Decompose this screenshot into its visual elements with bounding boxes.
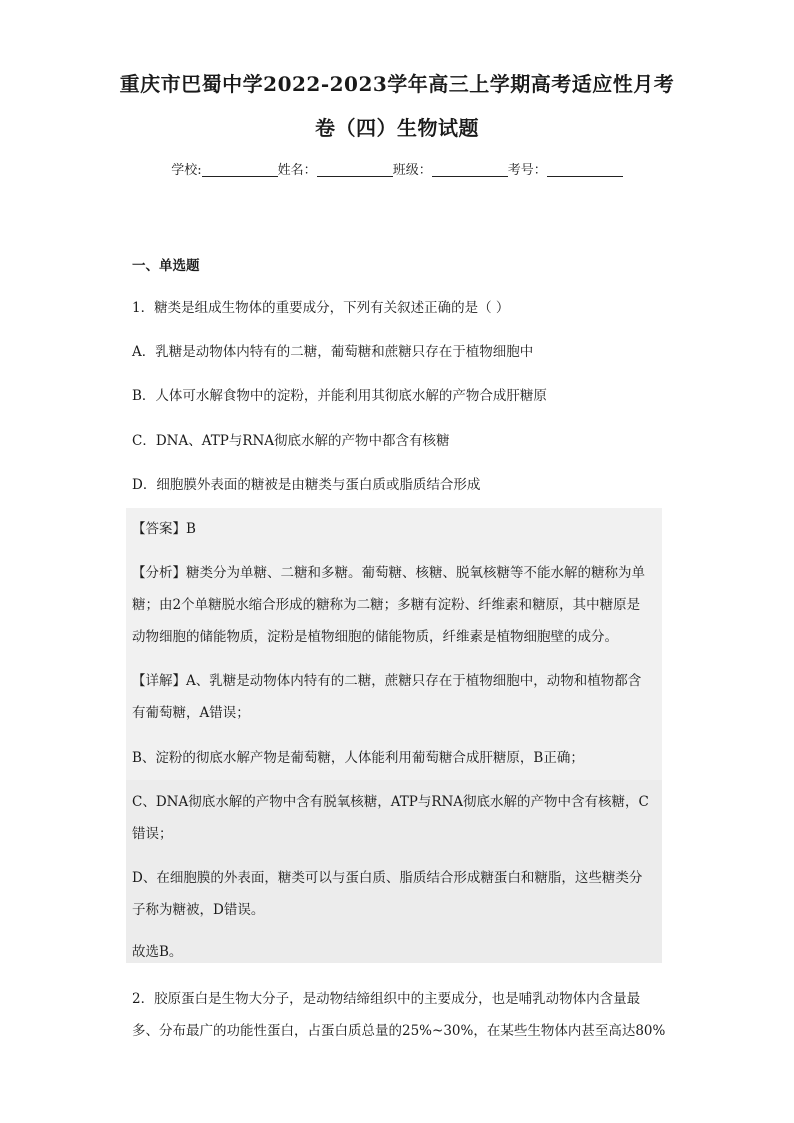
document-title-line-2: 卷（四）生物试题 bbox=[315, 116, 479, 140]
student-info-line bbox=[0, 159, 794, 178]
question-1-stem: 1．糖类是组成生物体的重要成分，下列有关叙述正确的是（ ） bbox=[132, 300, 510, 316]
analysis-line: 糖；由2个单糖脱水缩合形成的糖称为二糖；多糖有淀粉、纤维素和糖原，其中糖原是 bbox=[132, 597, 641, 613]
detail-line: D、在细胞膜的外表面，糖类可以与蛋白质、脂质结合形成糖蛋白和糖脂，这些糖类分 bbox=[132, 870, 643, 886]
section-heading: 一、单选题 bbox=[132, 258, 200, 274]
question-2-stem-line: 多、分布最广的功能性蛋白，占蛋白质总量的25%~30%，在某些生物体内甚至高达80% bbox=[132, 1023, 666, 1039]
exam-number-label: 考号： bbox=[507, 163, 547, 178]
detail-line: 子称为糖被，D错误。 bbox=[132, 902, 265, 918]
detail-line: 【详解】A、乳糖是动物体内特有的二糖，蔗糖只存在于植物细胞中，动物和植物都含 bbox=[132, 673, 642, 689]
question-1-option-c: C．DNA、ATP与RNA彻底水解的产物中都含有核糖 bbox=[132, 433, 450, 449]
detail-line: 错误； bbox=[132, 826, 173, 842]
question-1-option-d: D．细胞膜外表面的糖被是由糖类与蛋白质或脂质结合形成 bbox=[132, 477, 481, 493]
analysis-line: 动物细胞的储能物质，淀粉是植物细胞的储能物质，纤维素是植物细胞壁的成分。 bbox=[132, 629, 618, 645]
exam-number-blank[interactable] bbox=[547, 162, 623, 177]
detail-line: B、淀粉的彻底水解产物是葡萄糖，人体能利用葡萄糖合成肝糖原，B正确； bbox=[132, 750, 584, 766]
answer-line: 【答案】B bbox=[132, 521, 196, 537]
document-title-line-1: 重庆市巴蜀中学2022-2023学年高三上学期高考适应性月考 bbox=[119, 72, 675, 96]
class-blank[interactable] bbox=[432, 162, 508, 177]
name-label: 姓名： bbox=[277, 163, 317, 178]
school-blank[interactable] bbox=[202, 162, 278, 177]
detail-line: C、DNA彻底水解的产物中含有脱氧核糖，ATP与RNA彻底水解的产物中含有核糖，C bbox=[132, 794, 649, 810]
name-blank[interactable] bbox=[317, 162, 393, 177]
school-label: 学校: bbox=[171, 163, 202, 178]
question-1-option-a: A．乳糖是动物体内特有的二糖，葡萄糖和蔗糖只存在于植物细胞中 bbox=[132, 344, 534, 360]
question-2-stem-line: 2．胶原蛋白是生物大分子，是动物结缔组织中的主要成分，也是哺乳动物体内含量最 bbox=[132, 991, 641, 1007]
analysis-line: 【分析】糖类分为单糖、二糖和多糖。葡萄糖、核糖、脱氧核糖等不能水解的糖称为单 bbox=[132, 565, 645, 581]
question-1-option-b: B．人体可水解食物中的淀粉，并能利用其彻底水解的产物合成肝糖原 bbox=[132, 388, 547, 404]
class-label: 班级： bbox=[392, 163, 432, 178]
detail-line: 有葡萄糖，A错误； bbox=[132, 705, 250, 721]
conclusion-line: 故选B。 bbox=[132, 944, 183, 960]
